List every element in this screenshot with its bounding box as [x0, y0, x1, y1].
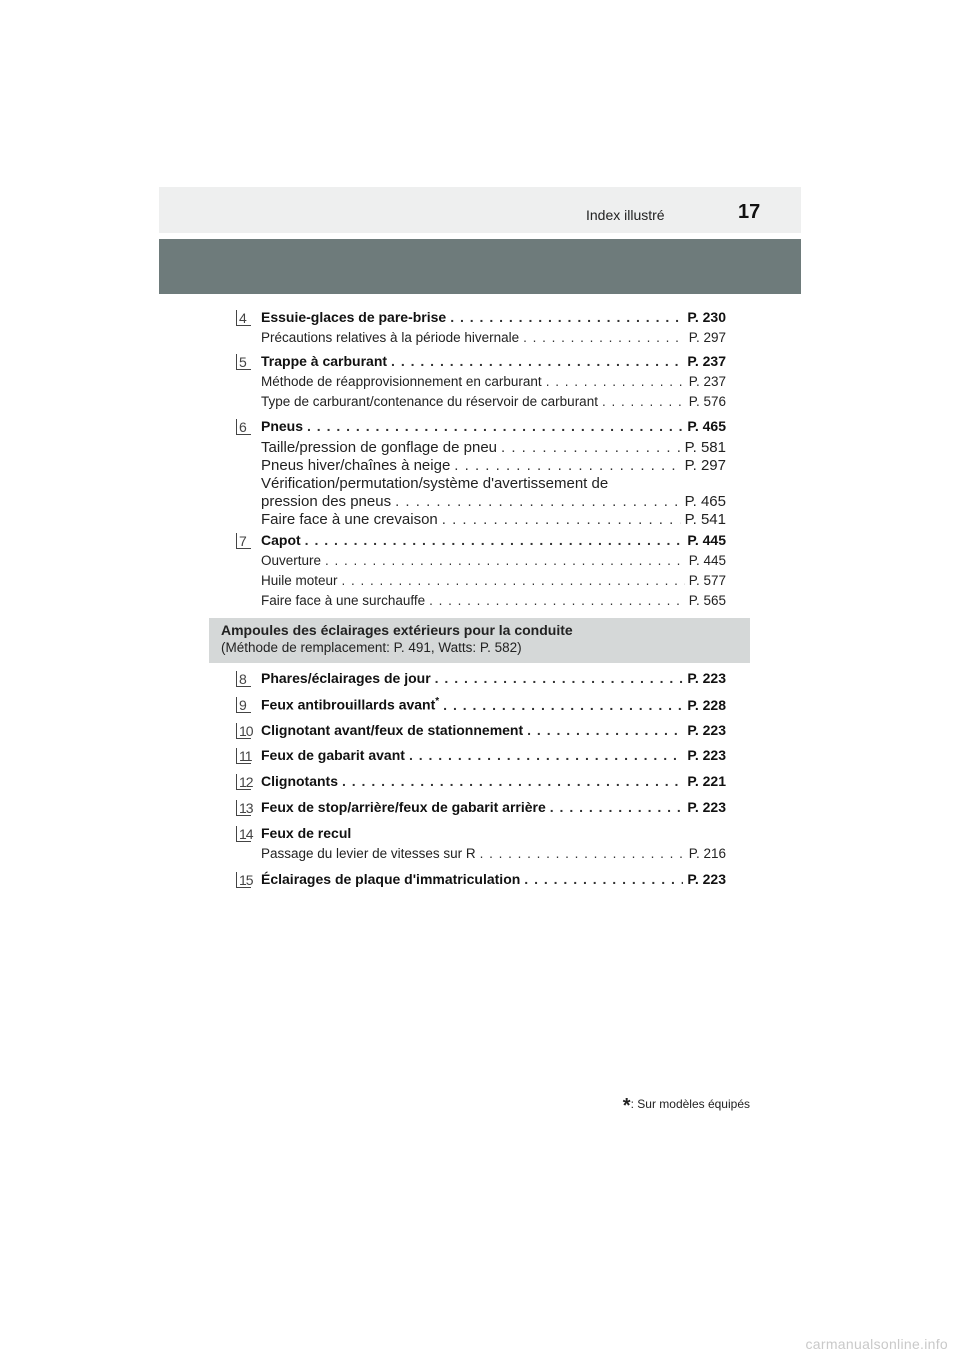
entry-label: Méthode de réapprovisionnement en carburant — [261, 374, 542, 389]
dot-leader — [429, 593, 685, 608]
index-entry — [236, 799, 726, 820]
entry-label: Taille/pression de gonflage de pneu — [261, 439, 498, 456]
entry-label: Pneus hiver/chaînes à neige — [261, 457, 451, 474]
dot-leader — [450, 309, 683, 325]
page-reference[interactable]: P. 465 — [684, 493, 726, 510]
page-reference[interactable]: P. 216 — [688, 846, 726, 861]
entry-subitem — [261, 475, 726, 493]
entry-label: Pneus — [261, 418, 304, 434]
entry-heading — [261, 825, 726, 846]
dot-leader — [523, 330, 685, 345]
entry-label: Feux de gabarit avant — [261, 747, 405, 763]
entry-label: Phares/éclairages de jour — [261, 670, 431, 686]
entry-heading[interactable] — [261, 309, 726, 330]
page-reference[interactable]: P. 221 — [687, 773, 726, 789]
entry-subitem[interactable] — [261, 511, 726, 529]
entry-subitem[interactable] — [261, 374, 726, 394]
index-entry — [236, 696, 726, 717]
page-reference[interactable]: P. 465 — [687, 418, 726, 434]
footnote-star: * — [622, 1095, 631, 1117]
entry-label: Clignotant avant/feux de stationnement — [261, 722, 524, 738]
entry-label: pression des pneus — [261, 493, 392, 510]
dot-leader — [524, 871, 683, 887]
page-reference[interactable]: P. 577 — [688, 573, 726, 588]
index-entry — [236, 353, 726, 414]
entry-label: Feux de stop/arrière/feux de gabarit arrière — [261, 799, 546, 815]
dot-leader — [550, 799, 684, 815]
entry-number-icon: 7 — [236, 533, 251, 549]
index-entry — [236, 670, 726, 691]
entry-heading[interactable] — [261, 722, 726, 743]
dot-leader — [454, 457, 680, 474]
entry-label: Type de carburant/contenance du réservoir de carburant — [261, 394, 598, 409]
page-reference[interactable]: P. 565 — [688, 593, 726, 608]
entry-number-icon: 6 — [236, 419, 251, 435]
dot-leader — [480, 846, 685, 861]
page-reference[interactable]: P. 297 — [688, 330, 726, 345]
entry-label: Capot — [261, 532, 301, 548]
page-reference[interactable]: P. 228 — [687, 696, 726, 713]
entry-subitem[interactable] — [261, 457, 726, 475]
index-entry — [236, 747, 726, 768]
dot-leader — [602, 394, 685, 409]
entry-label: Essuie-glaces de pare-brise — [261, 309, 447, 325]
footnote-text: : Sur modèles équipés — [630, 1097, 750, 1111]
entry-label: Éclairages de plaque d'immatriculation — [261, 871, 521, 887]
ampoules-section-subtitle: (Méthode de remplacement: P. 491, Watts: P. 582) — [221, 640, 522, 655]
entry-label: Trappe à carburant — [261, 353, 388, 369]
page-reference[interactable]: P. 223 — [687, 871, 726, 887]
index-entry — [236, 309, 726, 350]
dot-leader — [442, 511, 681, 528]
entry-number-icon: 4 — [236, 310, 251, 326]
entry-heading[interactable] — [261, 670, 726, 691]
entry-label: Feux de recul — [261, 825, 352, 841]
entry-subitem[interactable] — [261, 493, 726, 511]
page-reference[interactable]: P. 541 — [684, 511, 726, 528]
index-entry — [236, 418, 726, 529]
footnote-marker: * — [435, 696, 440, 707]
entry-number-icon: 10 — [236, 723, 251, 739]
dot-leader — [325, 553, 685, 568]
dot-leader — [409, 747, 683, 763]
entry-heading[interactable] — [261, 696, 726, 717]
dot-leader — [342, 573, 685, 588]
entry-number-icon: 14 — [236, 826, 251, 842]
ampoules-section-title: Ampoules des éclairages extérieurs pour la conduite — [221, 622, 573, 638]
entry-heading[interactable] — [261, 532, 726, 553]
index-entry — [236, 871, 726, 892]
entry-heading[interactable] — [261, 418, 726, 439]
dot-leader — [501, 439, 681, 456]
entry-subitem[interactable] — [261, 330, 726, 350]
entry-label: Vérification/permutation/système d'avertissement de — [261, 475, 609, 492]
index-entry — [236, 532, 726, 613]
dot-leader — [435, 670, 684, 686]
entry-number-icon: 12 — [236, 774, 251, 790]
dot-leader — [527, 722, 683, 738]
page-reference[interactable]: P. 237 — [688, 374, 726, 389]
entry-label: Clignotants — [261, 773, 338, 789]
dot-leader — [546, 374, 685, 389]
page-reference[interactable]: P. 237 — [687, 353, 726, 369]
entry-subitem[interactable] — [261, 573, 726, 593]
index-entry — [236, 825, 726, 866]
index-entry — [236, 773, 726, 794]
page-reference[interactable]: P. 223 — [687, 722, 726, 738]
page-reference[interactable]: P. 223 — [687, 747, 726, 763]
section-title: Index illustré — [586, 207, 665, 223]
entry-subitem[interactable] — [261, 846, 726, 866]
dot-leader — [391, 353, 683, 369]
entry-heading[interactable] — [261, 747, 726, 768]
dot-leader — [443, 697, 683, 713]
entry-label: Précautions relatives à la période hivernale — [261, 330, 520, 345]
entry-label: Faire face à une crevaison — [261, 511, 438, 528]
dot-leader — [342, 773, 683, 789]
entry-number-icon: 9 — [236, 697, 251, 713]
entry-number-icon: 11 — [236, 748, 251, 764]
entry-heading[interactable] — [261, 353, 726, 374]
entry-heading[interactable] — [261, 871, 726, 892]
footnote — [623, 1095, 750, 1118]
watermark[interactable]: carmanualsonline.info — [805, 1336, 948, 1352]
entry-heading[interactable] — [261, 773, 726, 794]
dot-leader — [307, 418, 683, 434]
entry-label: Passage du levier de vitesses sur R — [261, 846, 476, 861]
page-number: 17 — [738, 201, 761, 223]
page-reference[interactable]: P. 445 — [687, 532, 726, 548]
page-reference[interactable]: P. 576 — [688, 394, 726, 409]
entry-number-icon: 8 — [236, 671, 251, 687]
entry-label: Huile moteur — [261, 573, 338, 588]
entry-number-icon: 15 — [236, 872, 251, 888]
dot-leader — [305, 532, 684, 548]
entry-number-icon: 5 — [236, 354, 251, 370]
page-reference[interactable]: P. 297 — [684, 457, 726, 474]
page-reference[interactable]: P. 445 — [688, 553, 726, 568]
entry-subitem[interactable] — [261, 593, 726, 613]
dot-leader — [395, 493, 680, 510]
entry-heading[interactable] — [261, 799, 726, 820]
entry-label: Ouverture — [261, 553, 322, 568]
entry-subitem[interactable] — [261, 439, 726, 457]
page-reference[interactable]: P. 230 — [687, 309, 726, 325]
index-entry — [236, 722, 726, 743]
entry-label: Faire face à une surchauffe — [261, 593, 426, 608]
entry-subitem[interactable] — [261, 553, 726, 573]
entry-number-icon: 13 — [236, 800, 251, 816]
page-reference[interactable]: P. 223 — [687, 670, 726, 686]
entry-subitem[interactable] — [261, 394, 726, 414]
page-reference[interactable]: P. 581 — [684, 439, 726, 456]
entry-label: Feux antibrouillards avant* — [261, 696, 440, 713]
page-reference[interactable]: P. 223 — [687, 799, 726, 815]
